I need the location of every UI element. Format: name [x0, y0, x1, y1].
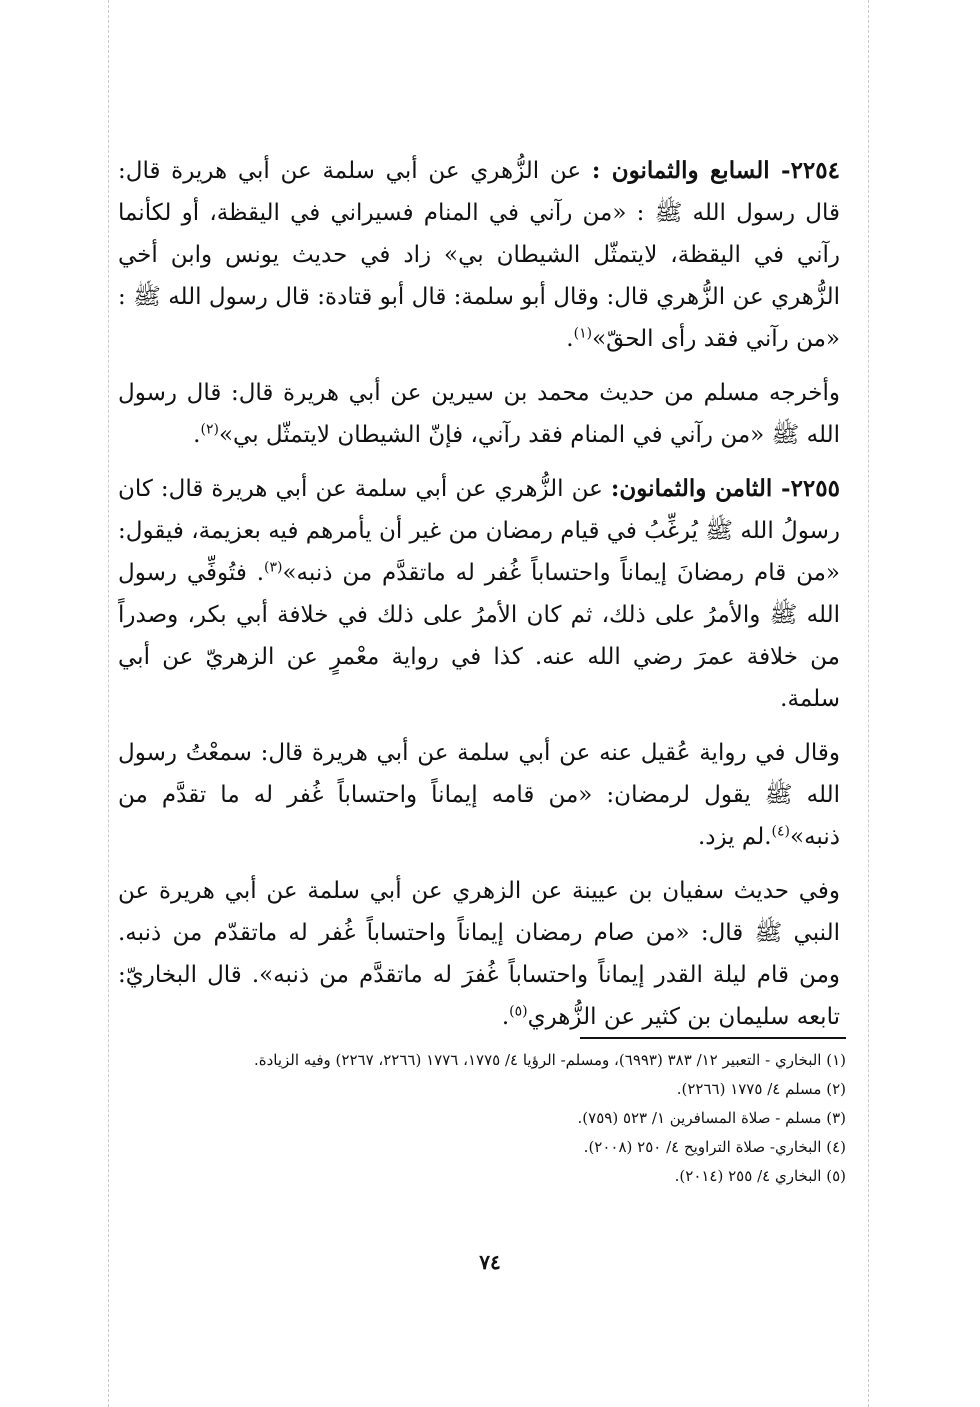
paragraph-end: . [193, 422, 201, 448]
hadith-number: ٢٢٥٤- السابع والثمانون : [591, 157, 840, 184]
hadith-2254-muslim [118, 372, 840, 456]
footnote-3: (٣) مسلم - صلاة المسافرين ١/ ٥٢٣ (٧٥٩). [577, 1109, 846, 1127]
footnote-5: (٥) البخاري ٤/ ٢٥٥ (٢٠١٤). [674, 1167, 846, 1185]
footnote-ref: (١) [573, 325, 593, 342]
paragraph-end: . [566, 326, 574, 352]
footnote-ref: (٥) [509, 1003, 528, 1020]
scan-dotted-line-right [868, 0, 869, 1407]
paragraph-end: . فتُوفِّي رسول الله ﷺ والأمرُ على ذلك، ثم كان الأمرُ على ذلك في خلافة أبي بكر، وصدراً من خلافة عمرَ رضي الله عنه. كذا في رواية معْمرٍ عن الزهريّ عن أبي سلمة. [118, 560, 840, 712]
paragraph-end: . [501, 1004, 510, 1030]
hadith-2255-uqayl [118, 732, 840, 858]
hadith-text: عن الزُّهري عن أبي سلمة عن أبي هريرة قال: قال رسول الله ﷺ : «من رآني في المنام فسيراني في اليقظة، أو لكأنما رآني في اليقظة، لايتمثّل الشيطان بي» زاد في حديث يونس وابن أخي الزُّهري عن الزُّهري قال: وقال أبو سلمة: قال أبو قتادة: قال رسول الله ﷺ : «من رآني فقد رأى الحقّ» [118, 158, 840, 352]
footnote-separator [580, 1037, 846, 1039]
footnote-ref: (٢) [200, 421, 219, 438]
hadith-text: وقال في رواية عُقيل عنه عن أبي سلمة عن أبي هريرة قال: سمعْتُ رسول الله ﷺ يقول لرمضان: «من قامه إيماناً واحتساباً غُفر له ما تقدَّم من ذنبه» [118, 740, 840, 850]
hadith-text: وأخرجه مسلم من حديث محمد بن سيرين عن أبي هريرة قال: قال رسول الله ﷺ «من رآني في المنام فقد رآني، فإنّ الشيطان لايتمثّل بي» [118, 380, 840, 448]
footnotes [150, 1046, 846, 1191]
footnote-1: (١) البخاري - التعبير ١٢/ ٣٨٣ (٦٩٩٣)، ومسلم- الرؤيا ٤/ ١٧٧٥، ١٧٧٦ (٢٢٦٦، ٢٢٦٧) وفيه الزيادة. [253, 1051, 846, 1069]
footnote-2: (٢) مسلم ٤/ ١٧٧٥ (٢٢٦٦). [676, 1080, 846, 1098]
paragraph-end: .لم يزد. [697, 824, 772, 850]
main-text [118, 150, 840, 1038]
hadith-text: عن الزُّهري عن أبي سلمة عن أبي هريرة قال: كان رسولُ الله ﷺ يُرغِّبُ في قيام رمضان من غير أن يأمرهم فيه بعزيمة، فيقول: «من قام رمضانَ إيماناً واحتساباً غُفر له ماتقدَّم من ذنبه» [118, 476, 841, 586]
hadith-number: ٢٢٥٥- الثامن والثمانون: [610, 475, 840, 502]
hadith-2254 [118, 150, 840, 360]
footnote-ref: (٣) [264, 559, 283, 576]
scan-dotted-line-left [108, 0, 109, 1407]
hadith-text: وفي حديث سفيان بن عيينة عن الزهري عن أبي سلمة عن أبي هريرة عن النبي ﷺ قال: «من صام رمضان إيماناً واحتساباً غُفر له ماتقدّم من ذنبه. ومن قام ليلة القدر إيماناً واحتساباً غُفرَ له ماتقدَّم من ذنبه». قال البخاريّ: تابعه سليمان بن كثير عن الزُّهري [118, 878, 841, 1030]
page-number: ٧٤ [479, 1250, 501, 1274]
footnote-4: (٤) البخاري- صلاة التراويح ٤/ ٢٥٠ (٢٠٠٨). [583, 1138, 846, 1156]
hadith-2255-sufyan [118, 870, 840, 1038]
footnote-ref: (٤) [771, 823, 790, 840]
hadith-2255 [118, 468, 840, 720]
